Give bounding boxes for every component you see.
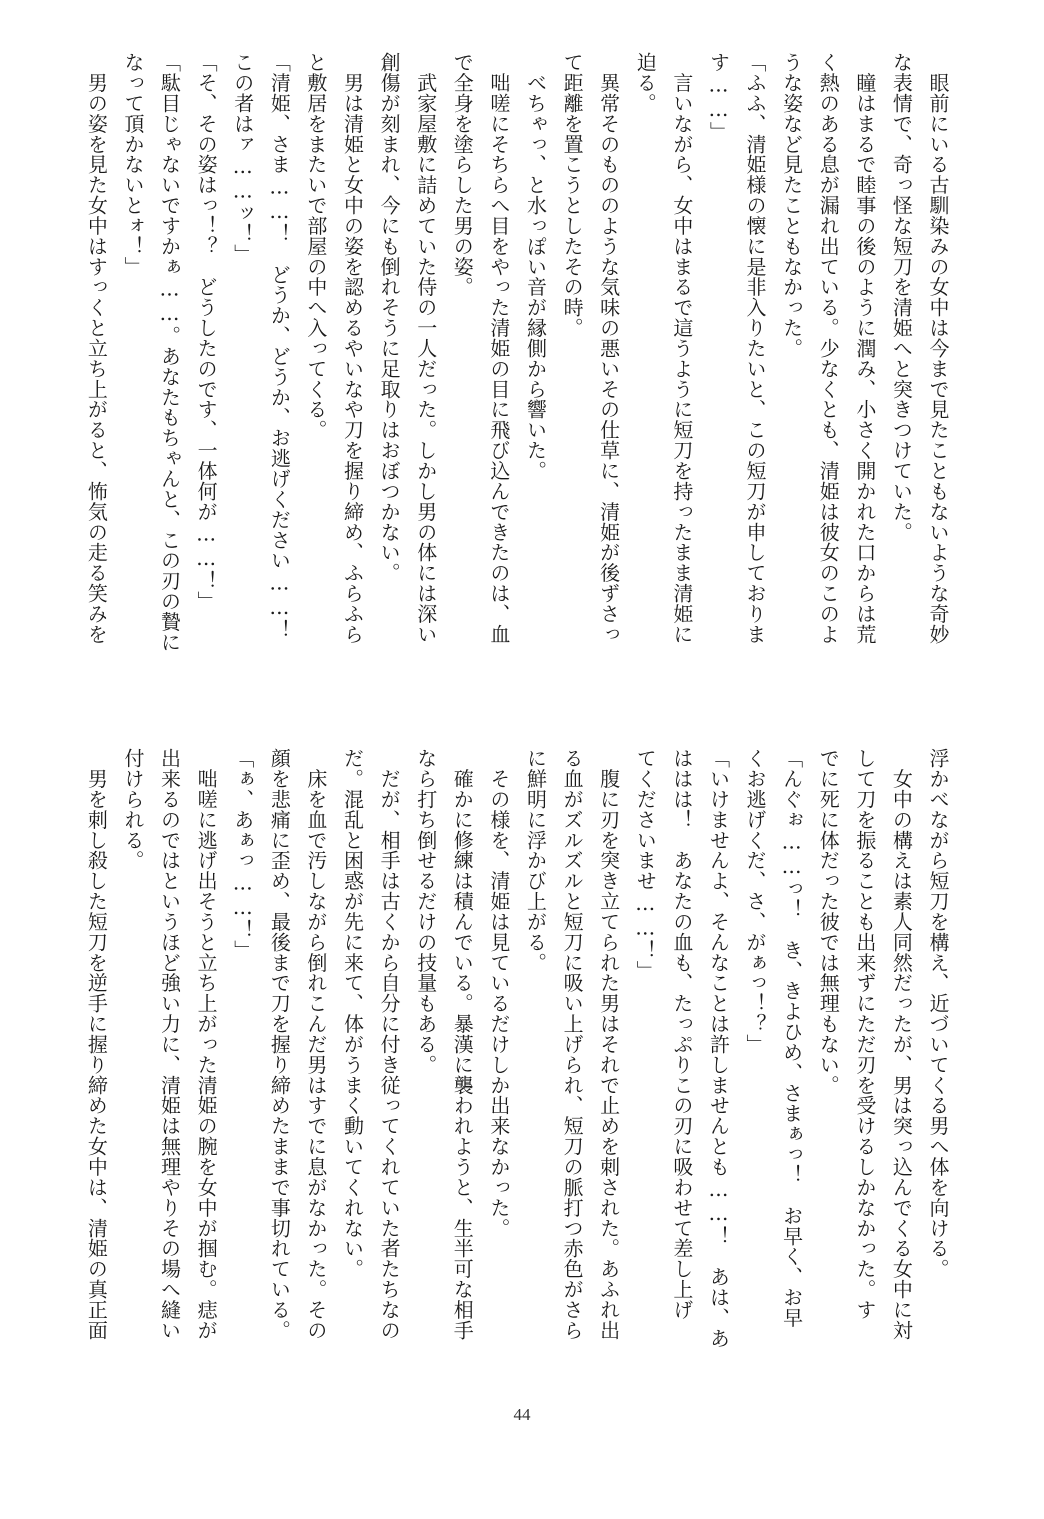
text-line: て距離を置こうとしたその時。	[560, 52, 585, 338]
text-line: なって頂かないとォ！」	[120, 52, 145, 277]
text-line: 瞳はまるで睦事の後のように潤み、小さく開かれた口からは荒	[852, 52, 877, 645]
text-line: る血がズルズルと短刀に吸い上げられ、短刀の脈打つ赤色がさら	[560, 748, 585, 1341]
text-line: 「んぐぉ……っ！ き、きよひめ、さまぁっ！ お早く、お早	[779, 748, 804, 1328]
text-line: す……」	[706, 52, 731, 142]
text-block-top	[84, 52, 956, 692]
text-line: 「駄目じゃないですかぁ……。あなたもちゃんと、この刃の贄に	[157, 52, 182, 653]
text-line: 「ぁ、あぁっ……！」	[230, 748, 255, 961]
text-line: くお逃げくだ、さ、がぁっ！？」	[743, 748, 768, 1055]
text-line: 顔を悲痛に歪め、最後まで刀を握り締めたままで事切れている。	[267, 748, 292, 1341]
text-line: 出来るのではというほど強い力に、清姫は無理やりその場へ縫い	[157, 748, 182, 1341]
text-line: 腹に刃を突き立てられた男はそれで止めを刺された。あふれ出	[596, 748, 621, 1341]
text-line: だ。混乱と困惑が先に来て、体がうまく動いてくれない。	[340, 748, 365, 1279]
text-line: 男は清姫と女中の姿を認めるやいなや刀を握り締め、ふらふら	[340, 52, 365, 645]
text-line: 確かに修練は積んでいる。暴漢に襲われようと、生半可な相手	[450, 748, 475, 1341]
text-line: 迫る。	[633, 52, 658, 114]
text-line: 咄嗟にそちらへ目をやった清姫の目に飛び込んできたのは、血	[486, 52, 511, 645]
text-line: で全身を塗らした男の姿。	[450, 52, 475, 298]
text-line: 創傷が刻まれ、今にも倒れそうに足取りはおぼつかない。	[377, 52, 402, 583]
text-line: ははは！ あなたの血も、たっぷりこの刃に吸わせて差し上げ	[669, 748, 694, 1320]
text-line: なら打ち倒せるだけの技量もある。	[413, 748, 438, 1075]
page-number: 44	[513, 1405, 531, 1424]
text-line: てくださいませ……！」	[633, 748, 658, 981]
text-line: 付けられる。	[120, 748, 145, 871]
text-line: 眼前にいる古馴染みの女中は今まで見たこともないような奇妙	[926, 52, 950, 645]
text-line: うな姿など見たこともなかった。	[779, 52, 804, 359]
text-line: して刀を振ることも出来ずにただ刃を受けるしかなかった。す	[852, 748, 877, 1320]
text-line: 異常そのもののような気味の悪いその仕草に、清姫が後ずさっ	[596, 52, 621, 645]
text-line: 床を血で汚しながら倒れこんだ男はすでに息がなかった。その	[303, 748, 328, 1341]
text-line: 「そ、その姿はっ！？ どうしたのです、一体何が……！」	[194, 52, 219, 612]
text-line: 女中の構えは素人同然だったが、男は突っ込んでくる女中に対	[889, 748, 914, 1341]
text-line: 咄嗟に逃げ出そうと立ち上がった清姫の腕を女中が掴む。痣が	[194, 748, 219, 1341]
text-line: だが、相手は古くから自分に付き従ってくれていた者たちなの	[377, 748, 402, 1341]
text-line: でに死に体だった彼では無理もない。	[816, 748, 841, 1096]
text-block-bottom	[84, 748, 956, 1388]
text-line: その様を、清姫は見ているだけしか出来なかった。	[486, 748, 511, 1239]
text-line: 「ふふ、清姫様の懐に是非入りたいと、この短刀が申しておりま	[743, 52, 768, 645]
text-line: 言いながら、女中はまるで這うように短刀を持ったまま清姫に	[669, 52, 694, 645]
text-line: 浮かべながら短刀を構え、近づいてくる男へ体を向ける。	[926, 748, 950, 1279]
text-line: 「いけませんよ、そんなことは許しませんとも……！ あは、あ	[706, 748, 731, 1349]
text-line: 男の姿を見た女中はすっくと立ち上がると、怖気の走る笑みを	[84, 52, 109, 645]
text-line: に鮮明に浮かび上がる。	[523, 748, 548, 973]
text-line: この者はァ……ッ！」	[230, 52, 255, 265]
text-line: く熱のある息が漏れ出ている。少なくとも、清姫は彼女のこのよ	[816, 52, 841, 645]
text-line: べちゃっ、と水っぽい音が縁側から響いた。	[523, 52, 548, 481]
text-line: と敷居をまたいで部屋の中へ入ってくる。	[303, 52, 328, 440]
text-line: な表情で、奇っ怪な短刀を清姫へと突きつけていた。	[889, 52, 914, 543]
text-line: 武家屋敷に詰めていた侍の一人だった。しかし男の体には深い	[413, 52, 438, 645]
text-line: 男を刺し殺した短刀を逆手に握り締めた女中は、清姫の真正面	[84, 748, 109, 1341]
text-line: 「清姫、さま……！ どうか、どうか、お逃げください……！	[267, 52, 292, 640]
